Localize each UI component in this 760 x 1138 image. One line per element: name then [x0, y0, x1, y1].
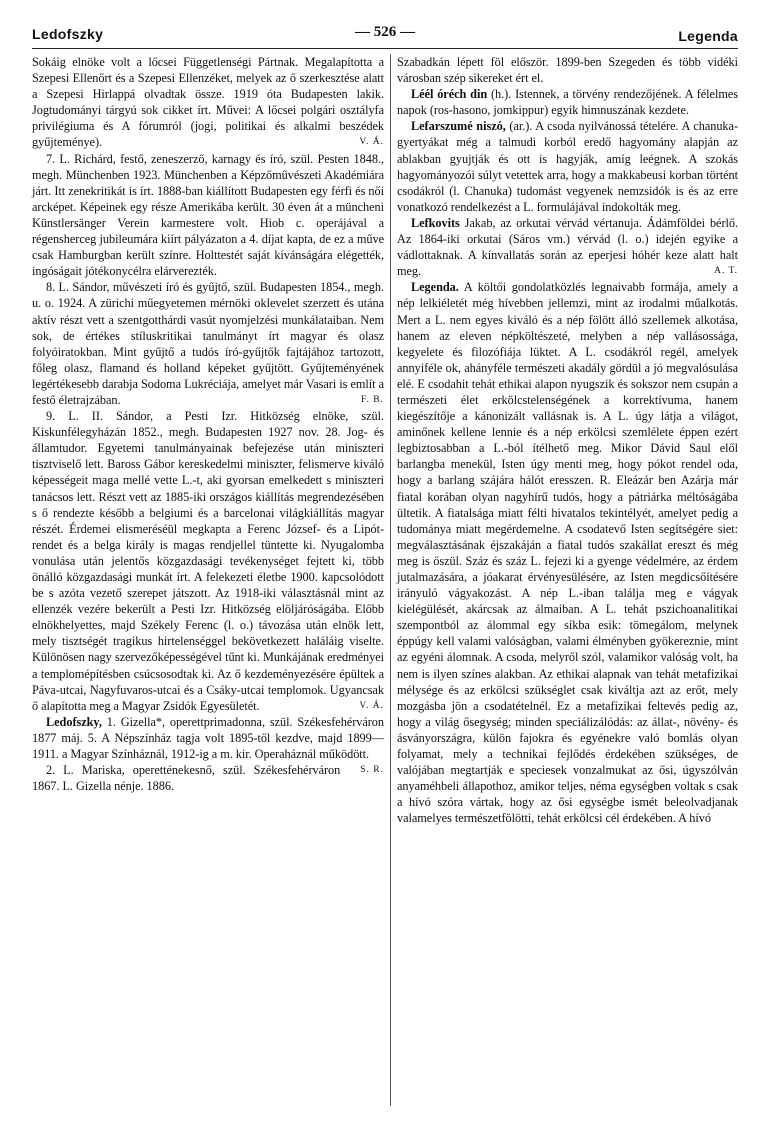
entry-paragraph	[397, 54, 738, 86]
entry-paragraph	[32, 714, 384, 776]
entry-body: Szabadkán lépett föl először. 1899-ben Szegeden és több vidéki városban szép sikereket ért el.	[397, 55, 738, 86]
author-signature: F. B.	[361, 394, 384, 405]
entry-body: (ar.). A csoda nyilvánossá tételére. A chanuka-gyertyákat még a talmudi korból eredő hagyomány alapján az ablakban gyujtják és ott is hagyják, amíg leégnek. A szokás hagyományozói súlyt vetettek arra, hogy a makkabeusi korban történt csodákról (l. Chanuka) tudomást vegyenek nemzsidók is és az erre vonatkozó rendelkezést a L. formulájával indokolták meg.	[397, 119, 738, 214]
entry-body: 2. L. Mariska, operetténekesnő, szül. Székesfehérváron 1867. L. Gizella nénje. 1886.	[32, 763, 341, 794]
entry-paragraph	[397, 86, 738, 118]
left-column	[32, 54, 384, 794]
entry-paragraph	[32, 151, 384, 280]
header-rule	[32, 48, 738, 49]
entry-body: (h.). Istennek, a törvény rendezőjének. A félelmes napok (ros-hasono, jomkippur) egyik himnuszának kezdete.	[397, 87, 738, 118]
entry-headword: Legenda.	[411, 280, 459, 295]
right-column	[397, 54, 738, 827]
entry-headword: Lefkovits	[411, 215, 460, 230]
entry-body: 1. Gizella*, operettprimadonna, szül. Székesfehérváron 1877 máj. 5. A Népszínház tagja volt 1895-től kezdve, majd 1899—1911. a Magyar Színháznál, 1912-ig a m. kir. Operaháznál működött.	[32, 714, 384, 762]
entry-paragraph	[397, 279, 738, 826]
entry-headword: Léél óréch din	[411, 87, 488, 102]
entry-body: 8. L. Sándor, művészeti író és gyűjtő, szül. Budapesten 1854., megh. u. o. 1924. A zürichi műegyetemen mérnöki oklevelet szerzett és utána aktív részt vett a szentgotthárdi vasút nyomjelzési munkálataiban. Nem sok, de értékes stíluskritikai tanulmányt írt magyar és olasz folyóiratokban. Mint gyűjtő a tudós író-gyűjtők fajtájához tartozott, főleg olasz, flamand és holland képeket gyűjtött. Gyűjteményének legértékesebb darabja Sodoma Lukréciája, amelyet már Vasari is említ a festő életrajzában.	[32, 280, 384, 407]
entry-body: Jakab, az orkutai vérvád vértanuja. Ádámföldei bérlő. Az 1864-iki orkutai (Sáros vm.) vérvád (l. o.) idején egyike a vádlottaknak. A kínvallatás során az eperjesi hóhér keze alatt halt meg.	[397, 215, 738, 279]
entry-body: 9. L. II. Sándor, a Pesti Izr. Hitközség elnöke, szül. Kiskunfélegyházán 1852., megh. Budapesten 1927 nov. 28. Jog- és államtudor. Egyetemi tanulmányainak befejezése után miniszteri tisztviselő lett. Baross Gábor kereskedelmi miniszter, felismerve kiváló képességeit maga mellé vette L.-t, aki gyorsan emelkedett s miniszteri tanácsos lett. Részt vett az 1885-iki országos kiállítás megrendezésében s ő rendezte később a belgiumi és a barcelonai világkiállítás magyar részét. Érdemei elismeréséül megkapta a Ferenc József- és a Lipót-rendet és a belga király is magas rendjellel tüntette ki. Nyugalomba vonulása után jelentős közgazdasági tevékenységet fejtett ki, több önálló közgazdasági munkát írt. A felekezeti életbe 1900. kapcsolódott be s azóta vezető szerepet játszott. Az 1918-iki választásnál mint az ellenzék vezére bekerült a Pesti Izr. Hitközség elöljáróságába. Előbb elnökhelyettes, majd Székely Ferenc (l. o.) távozása után elnök lett, mely tisztségét tragikus hirtelenséggel bekövetkezett haláláig viselte. Különösen nagy szervezőképességével tűnt ki. Munkájának eredményei a templomépítésben csúcsosodtak ki. Az ő kezdeményezésére épültek a Páva-utcai, Nagyfuvaros-utcai és a Csáky-utcai templomok. Ugyancsak ő alapította meg a Magyar Zsidók Egyesületét.	[32, 409, 384, 713]
author-signature: S. R.	[360, 765, 384, 776]
column-divider	[390, 54, 391, 1106]
page-header	[32, 22, 738, 46]
entry-headword: Lefarszumé niszó,	[411, 119, 506, 134]
author-signature: A. T.	[714, 266, 738, 277]
author-signature: V. Á.	[359, 700, 384, 711]
entry-paragraph	[397, 215, 738, 279]
entry-body: 7. L. Richárd, festő, zeneszerző, karnagy és író, szül. Pesten 1848., megh. Münchenben 1923. Münchenben a Képzőművészeti Akadémiára járt. Itt zenekritikát is írt. 1888-ban kiállított Budapesten egy férfi és női arcképet. Képeinek egy része Amerikába került. 30 éven át a müncheni Künstlersänger Verein karmestere volt. Hiob c. operájával a régensherceg jubileumára kiírt pályázaton a 4. díjat kapta, de ez a műve csak Hamburgban került színre. Holttestét saját kívánságára elégették, ingóságait jótékonycélra elárverezték.	[32, 151, 384, 279]
page-number: — 526 —	[355, 24, 415, 40]
entry-body: Sokáig elnöke volt a lőcsei Függetlenségi Pártnak. Megalapította a Szepesi Ellenőrt és a Szepesi Ellenzéket, melyek az ő szerkesztése alatt a Szepesi Hirlappá olvadtak össze. 1919 óta Budapesten lakik. Jogtudományi tárgyú sok cikket írt. Művei: A lőcsei polgári osztályfa privilégiuma és A fórumról (jogi, politikai és alkalmi beszédek gyűjteménye).	[32, 55, 384, 150]
entry-paragraph	[32, 279, 384, 408]
entry-headword: Ledofszky,	[46, 714, 102, 729]
entry-paragraph	[32, 762, 384, 794]
entry-paragraph	[32, 54, 384, 151]
entry-paragraph	[32, 408, 384, 714]
header-right-keyword: Legenda	[678, 28, 738, 44]
entry-paragraph	[397, 118, 738, 215]
entry-body: A költői gondolatközlés legnaivabb formája, amely a nép lelkiéletét még hívebben jellemzi, mint az irodalmi műalkotás. Mert a L. nem egyes kiváló és a nép fölött álló szellemek alkotása, hanem az eleven népköltészeté, melyben a nép vallásossága, kegyelete és filozófiája lüktet. A L. csodákról regél, amelyek annyiféle ok, ahányféle természeti akadály gördül a jó megvalósulása elé. E csodahit tehát ethikai alapon nyugszik és sokszor nem csupán a természeti élet erkölcstelenségének a korrektívuma, hanem kiegészítője a kánonizált vallásnak is. A L. úgy látja a világot, aminőnek kellene lennie és a nép erkölcsi szemlélete éppen ezért legbiztosabban a L.-ból ítélhető meg. Mikor Dávid Saul elől barlangba menekül, Isten úgy menti meg, hogy pókot rendel oda, hogy a barlang szájára hálót eresszen. R. Eleázár ben Azárja már fiatal korában olyan nagyhírű tudós, hogy a pátriárka méltóságába ültetik. A fiatalsága miatt félti hivatalos tekintélyét, amelyet pedig a tudománya miatt megérdemelne. A csodatevő Isten segítségére siet: megválasztásának éjszakáján a fiatal tudós szakállat ereszt és még meg is őszül. Száz és száz L. fejezi ki a gyenge védelmére, az érdem jutalmazására, a jóakarat érvényesülésére, az Isten megdicsőítésére irányuló vágyakozást. A nép L.-iban találja meg e vágyak kielégülését, akárcsak az álmaiban. A L. tehát pszichoanalitikai szempontból az álommal egy síkba esik: tömegálom, melynek éppúgy kell valami valóságban, valami élményben gyökereznie, mint az egyéni álomnak. A csoda, melyről szól, valamikor valóság volt, ha nem is ilyen színes alakban. Az ethikai alapnak van tehát metafizikai mélysége és az erkölcsi szükséglet csak kiváltja azt az erőt, mely mozgásba jön a csodatételnél. Ez a metafizikai feltevés pedig az, hogy a világ ősegység; minden speciálizálódás: az állat-, növény- és ásványországra, külön fajokra és egyénekre való bomlás olyan folyamat, mely a technikai fejlődés érdekében szükséges, de valójában megtartják e speciesek vonzalmukat az ősi, úgyszólván anyaméhbeli állapothoz, amikor teljes, néma egységben voltak s csak a hívó szóra vártak, hogy az ősi egységbe ismét beleolvadjanak valamelyes természetfölötti, tehát erkölcsi cél érdekében. A hívó	[397, 280, 738, 826]
header-left-keyword: Ledofszky	[32, 26, 104, 42]
author-signature: V. Á.	[359, 137, 384, 148]
